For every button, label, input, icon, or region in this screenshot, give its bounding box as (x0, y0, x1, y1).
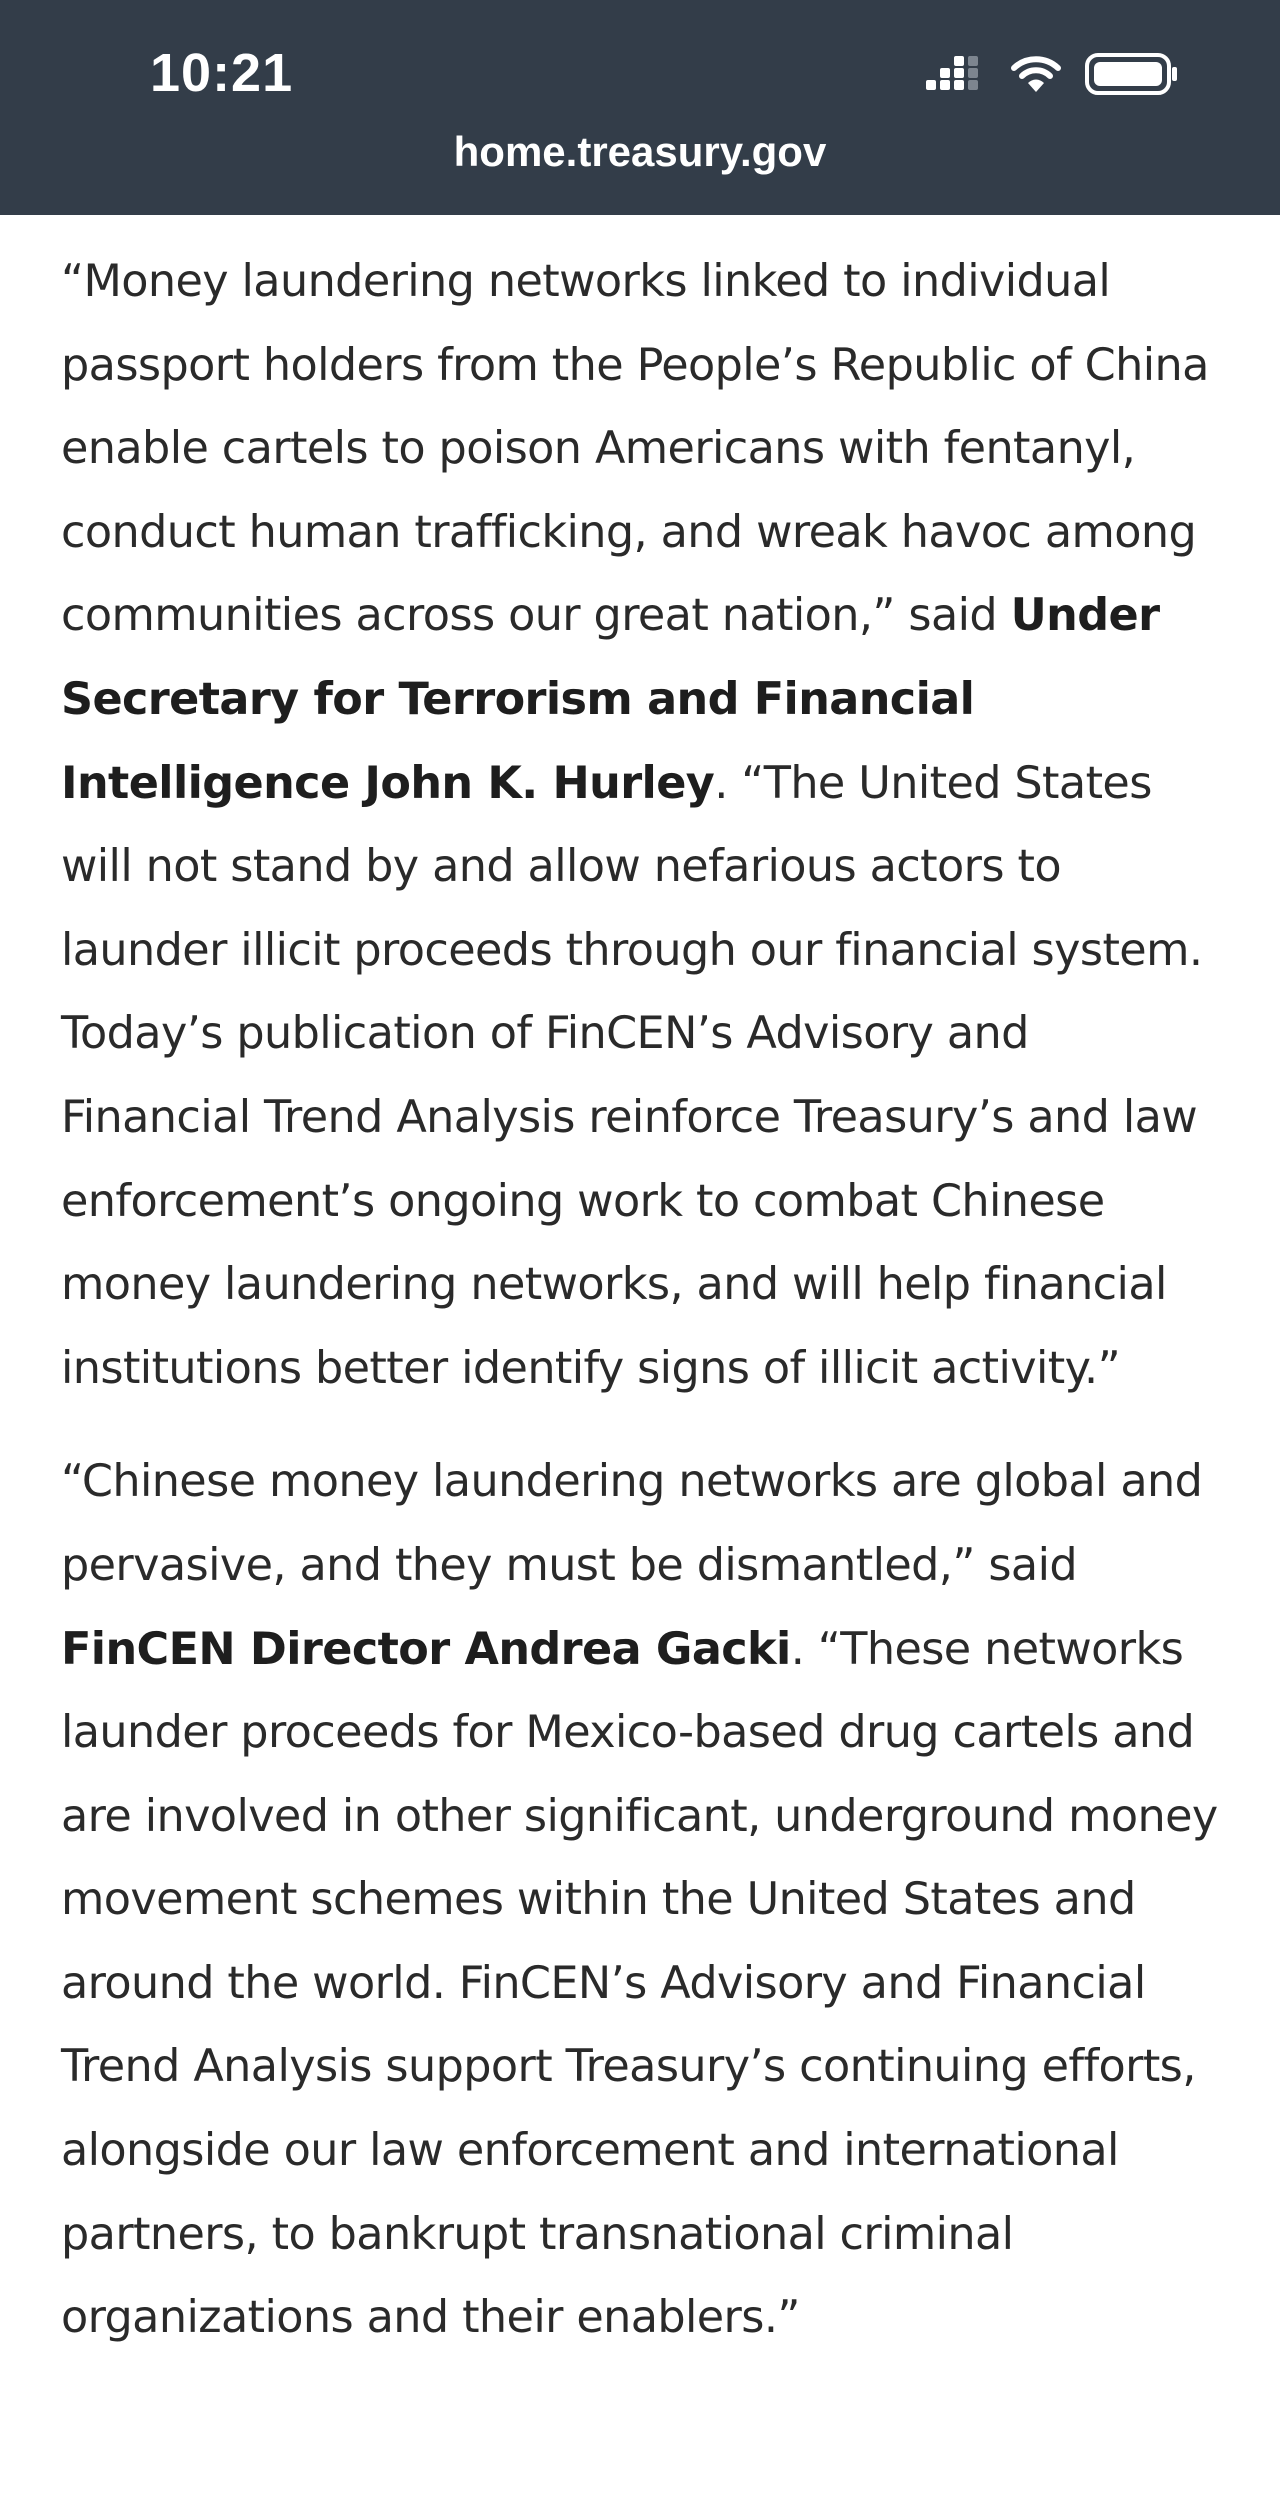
quote-text: . “The United States will not stand by and allow nefarious actors to launder illicit proceeds through our financial system. Today’s publication of FinCEN’s Advisory and Financial Trend Analysis reinforce Treasury’s and law enforcement’s ongoing work to combat Chinese money laundering networks, and will help financial institutions better identify signs of illicit activity.” (61, 757, 1203, 1394)
signal-icon (924, 54, 988, 99)
quote-text: . “These networks launder proceeds for Mexico-based drug cartels and are involved in other significant, underground money movement schemes within the United States and around the world. FinCEN’s Advisory and Financial Trend Analysis support Treasury’s continuing efforts, alongside our law enforcement and international partners, to bankrupt transnational criminal organizations and their enablers.” (61, 1623, 1218, 2344)
quote-text: “Chinese money laundering networks are global and pervasive, and they must be dismantled,” said (61, 1456, 1203, 1591)
battery-icon (1084, 52, 1180, 101)
article-body (61, 240, 1231, 2390)
url-bar[interactable]: home.treasury.gov (453, 128, 827, 175)
speaker-name: Under Secretary for Terrorism and Financial Intelligence John K. Hurley (61, 590, 1160, 809)
article-paragraph (61, 240, 1231, 1410)
quote-text: “Money laundering networks linked to individual passport holders from the People’s Republic of China enable cartels to poison Americans with fentanyl, conduct human trafficking, and wreak havoc among communities across our great nation,” said (61, 256, 1209, 642)
article-paragraph (61, 1440, 1231, 2360)
wifi-icon (1010, 54, 1062, 99)
speaker-name: FinCEN Director Andrea Gacki (61, 1623, 791, 1675)
status-icons (924, 52, 1180, 101)
status-time: 10:21 (150, 43, 294, 103)
status-bar (0, 0, 1280, 215)
